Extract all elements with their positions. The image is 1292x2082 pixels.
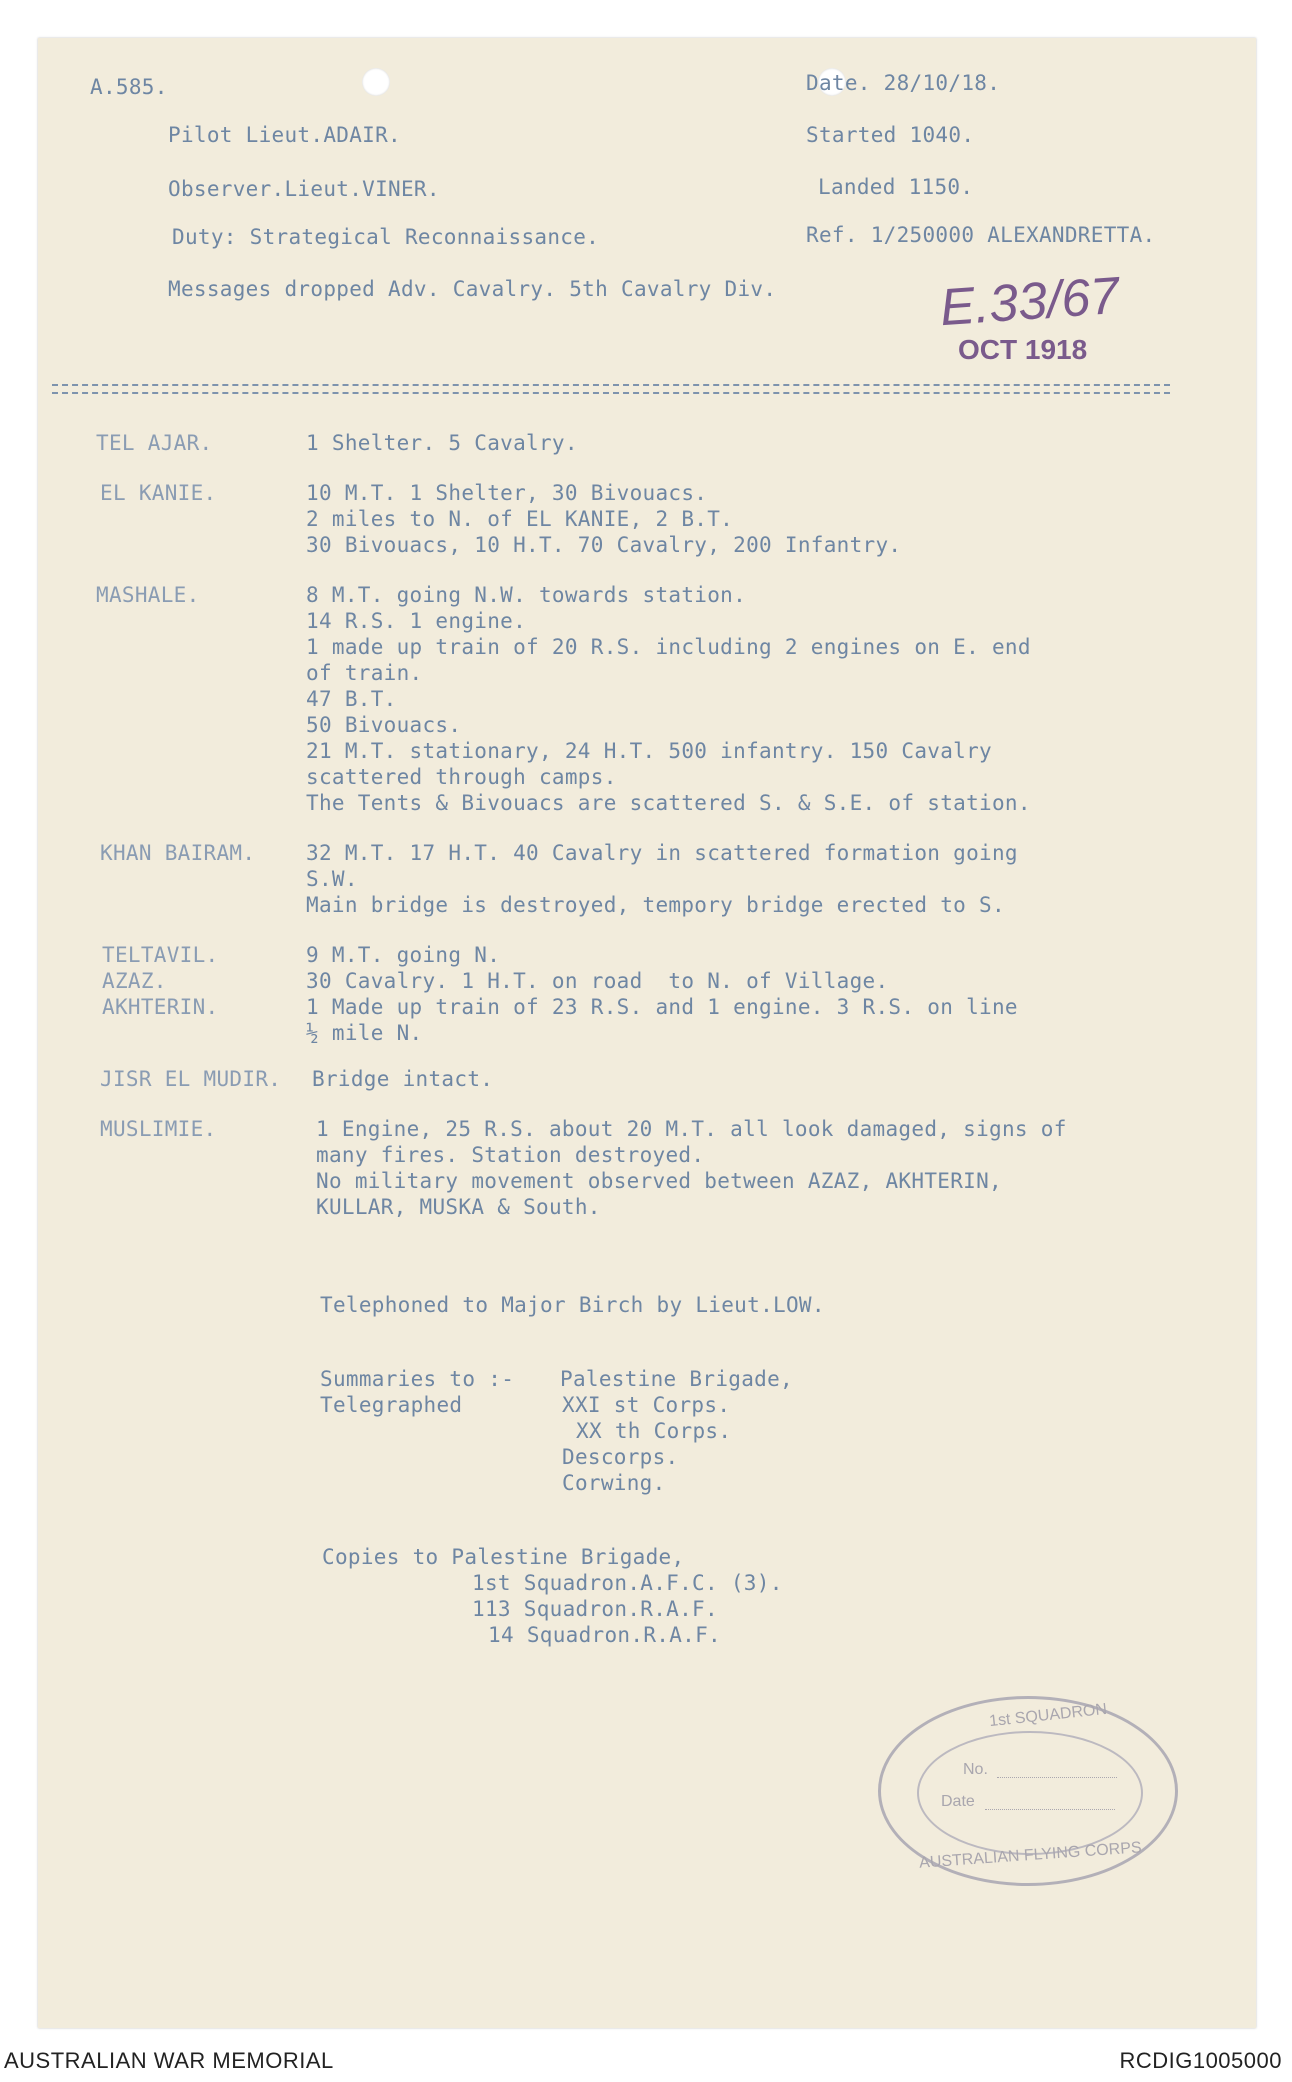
entry-line: 32 M.T. 17 H.T. 40 Cavalry in scattered formation going	[306, 841, 1018, 865]
copy-recipient: 113 Squadron.R.A.F.	[472, 1597, 718, 1621]
entry-line: ½ mile N.	[306, 1021, 423, 1045]
observer: Observer.Lieut.VINER.	[168, 177, 440, 201]
entry-line: S.W.	[306, 867, 358, 891]
entry-line: 1 made up train of 20 R.S. including 2 engines on E. end	[306, 635, 1031, 659]
time-started: Started 1040.	[806, 123, 975, 147]
entry-line: Bridge intact.	[312, 1067, 494, 1091]
place-label: MASHALE.	[96, 583, 200, 607]
report-date: Date. 28/10/18.	[806, 71, 1001, 95]
copies-label: Copies to Palestine Brigade,	[322, 1545, 685, 1569]
entry-line: 50 Bivouacs.	[306, 713, 462, 737]
messages-dropped: Messages dropped Adv. Cavalry. 5th Cavalry Div.	[168, 277, 777, 301]
pilot: Pilot Lieut.ADAIR.	[168, 123, 401, 147]
entry-line: 30 Cavalry. 1 H.T. on road to N. of Village.	[306, 969, 889, 993]
separator-rule	[52, 384, 1170, 394]
entry-line: 14 R.S. 1 engine.	[306, 609, 527, 633]
entry-line: 2 miles to N. of EL KANIE, 2 B.T.	[306, 507, 734, 531]
summaries-label: Summaries to :-	[320, 1367, 515, 1391]
footer-source: AUSTRALIAN WAR MEMORIAL	[4, 2048, 334, 2073]
stamp-no-label: No.	[963, 1761, 988, 1778]
entry-line: The Tents & Bivouacs are scattered S. & S.E. of station.	[306, 791, 1031, 815]
ref-number: A.585.	[90, 75, 168, 99]
entry-line: KULLAR, MUSKA & South.	[316, 1195, 601, 1219]
telephoned-note: Telephoned to Major Birch by Lieut.LOW.	[320, 1293, 825, 1317]
copy-recipient: 14 Squadron.R.A.F.	[488, 1623, 721, 1647]
place-label: AZAZ.	[102, 969, 167, 993]
summary-recipient: Palestine Brigade,	[560, 1367, 793, 1391]
place-label: TEL AJAR.	[96, 431, 213, 455]
entry-line: 8 M.T. going N.W. towards station.	[306, 583, 747, 607]
duty: Duty: Strategical Reconnaissance.	[172, 225, 600, 249]
received-date-stamp: OCT 1918	[958, 334, 1088, 365]
stamp-bottom-text: AUSTRALIAN FLYING CORPS	[918, 1839, 1143, 1872]
place-label: EL KANIE.	[100, 481, 217, 505]
place-label: JISR EL MUDIR.	[100, 1067, 282, 1091]
entry-line: scattered through camps.	[306, 765, 617, 789]
entry-line: 10 M.T. 1 Shelter, 30 Bivouacs.	[306, 481, 708, 505]
telegraphed-label: Telegraphed	[320, 1393, 463, 1417]
summary-recipient: Descorps.	[562, 1445, 679, 1469]
punch-hole	[362, 68, 390, 96]
footer-id: RCDIG1005000	[1119, 2048, 1282, 2073]
summary-recipient: Corwing.	[562, 1471, 666, 1495]
entry-line: 30 Bivouacs, 10 H.T. 70 Cavalry, 200 Infantry.	[306, 533, 902, 557]
stamp-top-text: 1st SQUADRON	[988, 1700, 1108, 1731]
place-label: KHAN BAIRAM.	[100, 841, 256, 865]
map-reference: Ref. 1/250000 ALEXANDRETTA.	[806, 223, 1156, 247]
entry-line: 9 M.T. going N.	[306, 943, 501, 967]
entry-line: 1 Engine, 25 R.S. about 20 M.T. all look damaged, signs of	[316, 1117, 1067, 1141]
entry-line: many fires. Station destroyed.	[316, 1143, 705, 1167]
entry-line: 21 M.T. stationary, 24 H.T. 500 infantry. 150 Cavalry	[306, 739, 992, 763]
stamp-no-line	[997, 1777, 1117, 1778]
stamp-date-label: Date	[941, 1793, 975, 1810]
summary-recipient: XXI st Corps.	[562, 1393, 731, 1417]
stamp-date-line	[985, 1809, 1115, 1810]
place-label: MUSLIMIE.	[100, 1117, 217, 1141]
place-label: TELTAVIL.	[102, 943, 219, 967]
summary-recipient: XX th Corps.	[576, 1419, 732, 1443]
copy-recipient: 1st Squadron.A.F.C. (3).	[472, 1571, 783, 1595]
time-landed: Landed 1150.	[818, 175, 974, 199]
entry-line: Main bridge is destroyed, tempory bridge erected to S.	[306, 893, 1005, 917]
entry-line: No military movement observed between AZAZ, AKHTERIN,	[316, 1169, 1002, 1193]
entry-line: 1 Shelter. 5 Cavalry.	[306, 431, 578, 455]
squadron-stamp	[878, 1696, 1178, 1886]
file-number-handwritten: E.33/67	[938, 266, 1122, 338]
place-label: AKHTERIN.	[102, 995, 219, 1019]
entry-line: of train.	[306, 661, 423, 685]
entry-line: 1 Made up train of 23 R.S. and 1 engine. 3 R.S. on line	[306, 995, 1018, 1019]
entry-line: 47 B.T.	[306, 687, 397, 711]
